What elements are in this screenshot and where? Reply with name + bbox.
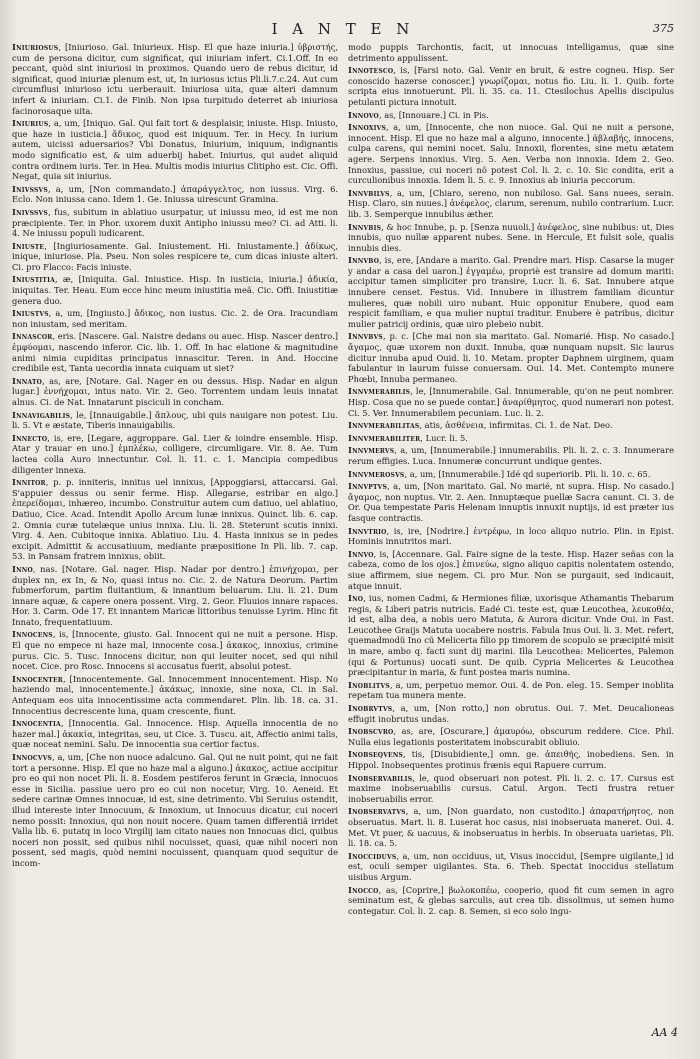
dictionary-entry <box>348 420 674 431</box>
dictionary-entry <box>12 308 338 329</box>
entry-definition: , as, are, [Oscurare,] ἀμαυρόω, obscurum reddere. Cice. Phil. Nulla eius legationis posteritatem inobscurabit obliuio. <box>348 726 674 747</box>
entry-headword: Inno <box>12 563 33 574</box>
dictionary-entry <box>348 851 674 883</box>
dictionary-entry <box>12 433 338 475</box>
dictionary-entry <box>12 184 338 205</box>
entry-definition: , [Innocentia. Gal. Innocence. Hisp. Aquella innocentia de no hazer mal.] ἀκακία, integritas, seu, ut Cice. 3. Tuscu. ait, Affectio animi talis, quæ noceat nemini. Salu. De innocentia sua certior factus. <box>12 718 338 750</box>
page-header <box>12 20 674 42</box>
entry-definition: , le, [Innumerabile. Gal. Innumerable, qu'on ne peut nombrer. Hisp. Cosa que no se puede contar.] ἀναρίθμητος, quod numerari non potest. Ci. 5. Ver. Innumerabilem pecuniam. Luc. li. 2. <box>348 386 674 418</box>
entry-headword: Innvmervs <box>348 445 395 456</box>
entry-definition: , is, ire, [Nodrire.] ἐντρέφω, in loco aliquo nutrio. Plin. in Epist. Hominis innutritos mari. <box>348 525 674 547</box>
entry-headword: Innocenter <box>12 673 63 684</box>
entry-definition: , a, um, non occiduus, ut, Visus inoccidui, [Sempre uigilante,] id est, oculi semper uigilantes. Sta. 6. Theb. Spectat inoccidus stellatum uisibus Argum. <box>348 850 674 882</box>
entry-definition: , a, um, [Non maritato. Gal. No marié, nt supra. Hisp. No casado.] ἄγαμος, non nuptus. Vir. 2. Aen. Innuptæque puellæ Sacra canunt. Ci. 3. de Or. Qua tempestate Paris Helenam innuptis innuxit nuptijs, id est præter ius fasque contractis. <box>348 481 674 523</box>
entry-definition: , as, [Coprire,] βωλοκοπέω, cooperio, quod fit cum semen in agro seminatum est, & glebas sarculis, aut crea tib. dissolimus, ut semen humo contegatur. Col. li. 2. cap. 8. Semen, si eco solo ingu- <box>348 884 674 916</box>
entry-definition: , a, um, [Che non nuoce adalcuno. Gal. Qui ne nuit point, qui ne fait tort a personne. Hisp. El que no haze mal a alguno.] ἀκακος, actiue accipitur pro eo qui non nocet Pli. li. 8. Eosdem pestiferos ferunt in Græcia, innocuos esse in Sicilia. passiue uero pro eo cui non nocetur, Virg. 10. Aeneid. Et sedere carinæ Omnes innocuæ, id est, sine detrimento. Vbi Seruius ostendit, illud intereste inter Innocuum, & Innoxium, ut Innocuus dicatur, cui noceri nemo possit: Innoxius, qui non nouit nocere. Quam tamen differentiã irridet Valla lib. 6. putatq in loco Virgilij iam citato naues non Innocuas dici, quibus noceri non possit, sed quibus nihil nocuisset, quasi, quæ nihil noceri non possent, sed magis, quòd nemini nocuissent, quanquam quod sequitur de incom- <box>12 752 338 868</box>
entry-headword: Inivssvs <box>12 206 48 217</box>
entry-headword: Iniuste <box>12 240 45 251</box>
entry-headword: Iniurius <box>12 118 49 129</box>
dictionary-entry <box>348 188 674 220</box>
entry-headword: Innocens <box>12 629 53 640</box>
entry-headword: Innvbo <box>348 255 380 266</box>
entry-definition: , a, um, [Non rotto,] non obrutus. Oui. 7. Met. Deucalioneas effugit inobrutus undas. <box>348 703 674 724</box>
entry-definition: , as, are, [Notare. Gal. Nager en ou dessus. Hisp. Nadar en algun lugar.] ἐννήχομαι, intus nato. Vir. 2. Geo. Torrentem undam leuis innatat alnus. Ci. de Nat. Innatarunt pisciculi in concham. <box>12 375 338 407</box>
columns <box>12 42 674 1032</box>
dictionary-entry <box>12 410 338 431</box>
dictionary-entry <box>12 42 338 116</box>
entry-definition: , a, um, [Innumerabile.] Idé qd superiorib. Pli. li. 10. c. 65. <box>404 468 651 479</box>
dictionary-entry <box>12 241 338 273</box>
dictionary-entry <box>348 726 674 747</box>
entry-definition: , as, [Innouare.] Ci. in Pis. <box>378 109 489 120</box>
entry-headword: Inobseqvens <box>348 749 404 760</box>
entry-definition: , ius, nomen Cadmi, & Hermiones filiæ, uxorisque Athamantis Thebarum regis, & Liberi patris nutricis. Eadé Ci. teste est, quæ Leucothea, λευκοθέα, id est, alba dea, a nobis uero Matuta, & Aurora dicitur. Vnde Oui. in Fast. Leucothee Graijs Matuta uocabere nostris. Fabula Inus Oui. li. 3. Met. refert, quemadmodũ Ino cũ Melicerta filio pp timorem de scopulo se præcipité misit in mare, ambo q. facti sunt dij marini. Illa Leucothea: Melicertes, Palemon (qui & Portunus) uocati sunt. De quib. Cypria Melicertes & Leucothea præcipitantur in maria, & funt postea maris numina. <box>348 593 674 678</box>
entry-definition: , p. p. inniteris, innitus uel innixus, [Appoggiarsi, attaccarsi. Gal. S'appuier dessus ou senir ferme. Hisp. Allegarse, estribar en algo.] ἐπερείδομαι, inhæreo, incumbo. Construitur autem cum datiuo, uel ablatiuo, Datiuo, Cice. Acad. Intendit Apollo Arcum lunæ innixus. Quinct. lib. 6. cap. 2. Omnia curæ tutelæque unius innixa. Liu. li. 28. Steterunt scutis innixi. Virg. 4. Aen. Cubitoque innixa. Ablatiuo. Liu. 4. Hasta innixus se in pedes excipit. Admittit & accusatiuum, mediante præpositione In Pli. lib. 7. cap. 53. in Pansam fratrem innixus, obiit. <box>12 477 338 562</box>
entry-headword: Innocvvs <box>12 752 53 762</box>
dictionary-entry <box>348 481 674 523</box>
entry-definition: , a, um, [Non guardato, non custodito.] ἀπαρατήρητος, non obseruatus. Mart. li. 8. Luserat hoc casus, nisi inobseruata maneret. Oui. 4. Met. Vt puer, & uacuus, & inobseruatus in herbis. In obseruata uarietas, Pli. li. 18. ca. 5. <box>348 806 674 849</box>
entry-definition: modo puppis Tarchontis, facit, ut innocuas intelligamus, quæ sine detrimento appulissent. <box>348 42 674 63</box>
dictionary-entry <box>348 433 674 444</box>
dictionary-entry <box>348 122 674 186</box>
entry-headword: Innovo <box>348 109 379 120</box>
entry-headword: Inobservatvs <box>348 806 406 817</box>
entry-definition: , fus, subitum in ablatiuo usurpatur, ut iniussu meo, id est me non præcipiente. Ter. in Phor. uxorem duxit Antipho iniussu meo? Ci. ad Atti. li. 4. Ne iniussu populi iudicarent. <box>12 206 338 239</box>
entry-headword: Inivssvs <box>12 183 48 194</box>
dictionary-entry <box>12 564 338 628</box>
entry-definition: , tis, [Disubidiente,] omn. ge. ἀπειθής, inobediens. Sen. in Hippol. Inobsequentes protinus frænis equi Rapuere currum. <box>348 749 674 770</box>
entry-definition: , is, [Innocente, giusto. Gal. Innocent qui ne nuit a persone. Hisp. El que no empece ni haze mal, innocente cosa.] ἀκακος, innoxius, crimine purus. Cic. 5. Tusc. Innocens dicitur, non qui leuiter nocet, sed qui nihil nocet. Cice. pro Rosc. Innocens si accusatus fuerit, absolui potest. <box>12 629 338 672</box>
dictionary-entry <box>348 885 674 917</box>
dictionary-entry <box>348 222 674 254</box>
entry-headword: Innoxivs <box>348 122 387 133</box>
entry-definition: , is, ere, [Legare, aggroppare. Gal. Lier & ioindre ensemble. Hisp. Atar y trauar en uno.] ἐμπλέκω, colligere, circumligare. Vir. 8. Ae. Tum lactea colla Auro innectuntur. Col. li. 11. c. 1. Mancipia compedibus diligenter innexa. <box>12 432 338 475</box>
entry-definition: , atis, ἀσθένεια, infirmitas. Ci. 1. de Nat. Deo. <box>419 420 613 431</box>
entry-headword: Inoblitvs <box>348 679 390 690</box>
entry-headword: Innvmerabilitas <box>348 420 420 431</box>
dictionary-entry <box>12 752 338 869</box>
entry-headword: Innvbvs <box>348 331 383 342</box>
entry-definition: , a, um, [Innumerabile.] innumerabilis. Pli. li. 2. c. 3. Innumerare rerum effigies. Luca. Innumeræ concurrunt undique gentes. <box>348 445 674 466</box>
entry-definition: , Lucr. li. 5. <box>420 432 468 443</box>
dictionary-entry <box>348 42 674 63</box>
signature-mark: AA 4 <box>651 1026 678 1039</box>
entry-definition: , a, um, [Iniquo. Gal. Qui fait tort & desplaisir, iniuste. Hisp. Iniusto, que haze in iusticia.] ἄδικος, quod est iniquum. Ter. in Hecy. In iurium autem, uicissi aduersarios? Vbi Donatus, Iniurium, iniquum, indignantis modo significatio est, & uim aduerbij habet. Iniurius, qui audet aliquid contra ordinem iuris. Ter. in Hea. Multis modis iniurius Clitipho est. Cic. Offi. Negat, quia sit iniurius. <box>12 118 338 182</box>
entry-definition: , eris. [Nascere. Gal. Naistre dedans ou auec. Hisp. Nascer dentro.] ἐμφύομαι, nascendo inferor. Cic. lib. 1. Off. In hac elatione & magnitudine animi nimia cupiditas principatus innascitur. Teren. in And. Hoccine credibile est, Tanta uecordia innata cuiquam ut siet? <box>12 331 338 374</box>
entry-headword: Inobscvro <box>348 726 394 737</box>
entry-headword: Innvmerabilis <box>348 386 411 397</box>
dictionary-entry <box>348 445 674 466</box>
entry-definition: , [Innocentemente. Gal. Innocemment innocentement. Hisp. No haziendo mal, innocentemente.] ἀκάκως, innoxie, sine noxa, Ci. in Sal. Antequam eos uita innocentissime acta commendaret. Plin. lib. 18. ca. 31. Innocentius decrescente luna, quam crescente, fiunt. <box>12 673 338 716</box>
dictionary-entry <box>348 680 674 701</box>
entry-headword: Innvbis <box>348 221 382 232</box>
dictionary-entry <box>348 255 674 329</box>
entry-definition: , a, um, [Chiaro, sereno, non nubiloso. Gal. Sans nuees, serain. Hisp. Claro, sin nuues.] ἀνέφελος, clarum, serenum, nubilo contrarium. Lucr. lib. 3. Semperque innubilus æther. <box>348 187 674 219</box>
entry-headword: Innato <box>12 375 43 386</box>
dictionary-entry <box>348 593 674 678</box>
entry-definition: , [Iniurioso. Gal. Iniurieux. Hisp. El que haze iniuria.] ὑβριστής, cum de persona dicitur, cum significat, qui iniuriam infert. Ci.1.Off. In eo peccant, quòd sint iniuriosi in proximos. Quando uero de rebus dicitur, id significat, quod iniuriæ plenum est, ut, In iuriosus ictus Pli.li.7.c.24. Aut cum circumflusi iniurioso ictu uerberauit. Iniuriosa uita, quæ alteri damnum infert & iniuriam. Ci.1. de Finib. Non ipsa turpitudo deterret ab iniuriosa facinorosaque uita. <box>12 42 338 116</box>
dictionary-entry <box>12 477 338 562</box>
entry-headword: Innascor <box>12 331 53 342</box>
entry-definition: , p. c. [Che mai non sia maritato. Gal. Nomarié. Hisp. No casado.] ἄγαμος, quæ uxorem non duxit. Innuba, quæ nunquam nupsit. Sic laurus dicitur innuba apud Ouid. li. 10. Metam. propter Daphnem uirginem, quam fabulantur in laurum fuisse conuersam. Oui. 14. Met. Contempto munere Phœbi, Innuba permaneo. <box>348 331 674 384</box>
entry-headword: Innocentia <box>12 718 61 729</box>
dictionary-entry <box>12 718 338 750</box>
entry-definition: , a, um, perpetuo memor. Oui. 4. de Pon. eleg. 15. Semper inoblita repetam tua munera mente. <box>348 679 674 701</box>
dictionary-entry <box>12 331 338 373</box>
dictionary-entry <box>348 806 674 848</box>
entry-definition: , a, um, [Innocente, che non nuoce. Gal. Qui ne nuit a persone, innocent. Hisp. El que no haze mal a alguno, innocente.] ἀβλαβής, innocens, culpa carens, qui nemini nocet. Salu. Innoxii, florentes, sine metu ætatem agere. Serpens innoxius. Virg. 5. Aen. Verba non innoxia. Idem 2. Geo. Innoxius, passiue, cui noceri nõ potest Col. li. 2. c. 10. Sic condita, erit a curculionibus innoxia. Idem li. 5. c. 9. Innoxius ab iniuria peccorum. <box>348 122 674 186</box>
entry-headword: Iniuriosus <box>12 42 59 52</box>
dictionary-entry <box>348 386 674 418</box>
entry-definition: , a, um, [Ingiusto.] ἄδικος, non iustus. Cic. 2. de Ora. Iracundiam non iniustam, sed meritam. <box>12 308 338 329</box>
entry-headword: Innvmerabiliter <box>348 432 421 443</box>
entry-definition: , a, um, [Non commandato.] ἀπαράγγελτος, non iussus. Virg. 6. Eclo. Non iniussa cano. Idem 1. Ge. Iniussa uirescunt Gramina. <box>12 183 338 205</box>
entry-definition: , is, [Farsi noto. Gal. Venir en bruit, & estre cogneu. Hisp. Ser conoscido hazerse conoscer.] γνωρίζομαι, notus fio. Liu. li. 1. Quib. forte scripta eius innotuerunt. Pli. li. 35. ca. 11. Ctesilochus Apellis discipulus petulanti pictura innotuit. <box>348 65 674 107</box>
dictionary-entry <box>348 549 674 591</box>
entry-headword: Innecto <box>12 432 48 443</box>
entry-headword: Innitor <box>12 477 46 488</box>
dictionary-entry <box>12 674 338 716</box>
left-column <box>12 42 338 1032</box>
dictionary-entry <box>348 110 674 121</box>
entry-headword: Innvmerosvs <box>348 468 405 479</box>
entry-headword: Inobrvtvs <box>348 703 393 714</box>
dictionary-entry <box>12 629 338 671</box>
entry-headword: Ino <box>348 593 364 604</box>
entry-headword: Innavigabilis <box>12 409 71 420</box>
entry-definition: , is, [Accennare. Gal. Faire signe de la teste. Hisp. Hazer señas con la cabeza, como de los ojos.] ἐπινεύω, signo aliquo capitis nolentatem ostendo, siue affirmem, siue negem. Ci. pro Mur. Non se purgauit, sed indicauit, atque innuit. <box>348 548 674 591</box>
dictionary-entry <box>12 207 338 239</box>
running-head: I A N T E N <box>271 20 415 38</box>
entry-headword: Inocco <box>348 884 379 895</box>
right-column <box>348 42 674 1032</box>
entry-definition: , nas. [Notare. Gal. nager. Hisp. Nadar por dentro.] ἐπινήχομαι, per duplex nn, ex In, & No, quasi intus no. Cic. 2. de Natura Deorum. Partim fubmerforum, partim fluitantium, & innantium beluarum. Liu. li. 21. Dum innare aquæ, & capere onera possent. Virg. 2. Geor. Fluuios innare rapaces. Hor. 3. Carm. Ode 17. Et innantem Maricæ littoribus tenuisse Lyrim. Hinc fit Innato, frequentatiuum. <box>12 563 338 627</box>
entry-headword: Innvptvs <box>348 481 388 492</box>
entry-headword: Innvo <box>348 548 374 559</box>
dictionary-entry <box>348 773 674 805</box>
entry-headword: Innotesco <box>348 65 394 76</box>
entry-headword: Inobservabilis <box>348 772 413 783</box>
entry-definition: , & hoc Innube, p. p. [Senza nuuoli.] ἀνέφελος, sine nubibus: ut, Dies innubis, quo nullæ apparent nubes. Sene. in Hercule, Et fulsit sole, qualis innubis dies. <box>348 221 674 253</box>
dictionary-entry <box>348 703 674 724</box>
dictionary-entry <box>348 526 674 547</box>
entry-headword: Iniustitia <box>12 274 55 285</box>
entry-definition: , le, [Innauigabile.] ἄπλους, ubi quis nauigare non potest. Liu. li. 5. Vt e æstate, Tiberis innauigabilis. <box>12 409 338 431</box>
dictionary-entry <box>12 274 338 306</box>
entry-definition: , le, quod obseruari non potest. Pli. li. 2. c. 17. Cursus est maxime inobseruabilis cursus. Catul. Argon. Tecti frustra retuer inobseruabilis error. <box>348 772 674 804</box>
page-number: 375 <box>653 22 674 35</box>
entry-headword: Innvtrio <box>348 525 387 536</box>
dictionary-entry <box>348 331 674 384</box>
dictionary-entry <box>348 469 674 480</box>
dictionary-entry <box>348 749 674 770</box>
dictionary-entry <box>12 118 338 182</box>
entry-headword: Innvbilvs <box>348 187 390 198</box>
entry-headword: Iniustvs <box>12 308 49 319</box>
entry-definition: , æ, [Iniquita. Gal. Iniustice. Hisp. In iusticia, iniuria.] ἀδικία, iniquitas. Ter. Heau. Eum ecce hinc meum iniustitia meã. Cic. Offi. Iniustitiæ genera duo. <box>12 274 338 306</box>
dictionary-entry <box>12 376 338 408</box>
entry-headword: Inocciduvs <box>348 850 397 861</box>
dictionary-entry <box>348 65 674 107</box>
entry-definition: , is, ere, [Andare a marito. Gal. Prendre mari. Hisp. Casarse la muger y andar a casa del uaron.] ἐγγαμέω, propriè est transire ad domum mariti: accipitur tamen simpliciter pro transire, Lucr. li. 6. Sat. Innubere atque innubere censet. Festus. Vid. Innubere in illustrem familiam dicuntur mulieres, quæ nobili uiro nubant. Huic opponitur Enubere, quod eam respicit familiam, e qua mulier nuptui traditur. Enubere è patribus, dicitur mulier patricij ordinis, quæ uiro plebeio nubit. <box>348 255 674 329</box>
entry-definition: , [Ingiuriosamente. Gal. Iniustement. Hi. Iniustamente.] ἀδίκως, inique, iniuriose. Pla. Pseu. Non soles respicere te, cum dicas iniuste alteri. Ci. pro Flacco: Facis iniuste. <box>12 240 338 272</box>
